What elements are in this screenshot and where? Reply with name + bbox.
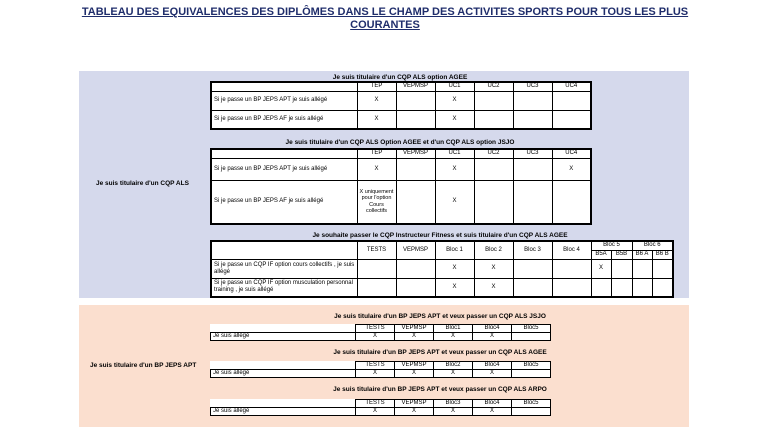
row-label: Si je passe un BP JEPS APT je suis allégé [211, 158, 357, 180]
cell [611, 278, 632, 297]
cell [512, 370, 551, 378]
cell [512, 333, 551, 341]
cell [552, 278, 591, 297]
cell [552, 110, 591, 129]
cell [552, 180, 591, 224]
t6-header: TESTS [356, 400, 395, 408]
cell: X [434, 333, 473, 341]
t1-header: UC2 [474, 82, 513, 91]
table2 [210, 148, 592, 225]
cell: X [356, 408, 395, 416]
cell: X [435, 259, 474, 278]
cell: X [434, 370, 473, 378]
cell: X [473, 333, 512, 341]
cell [396, 278, 435, 297]
t2-header: TEP [357, 149, 396, 158]
cell [513, 278, 552, 297]
title-line-2: COURANTES [350, 19, 420, 31]
cell [632, 278, 652, 297]
cell [474, 91, 513, 110]
cell: X [552, 158, 591, 180]
cell: X [395, 370, 434, 378]
t3-subheader: B6 B [652, 250, 673, 259]
t4-header: Bloc4 [473, 325, 512, 333]
cell [474, 158, 513, 180]
cell: X [357, 158, 396, 180]
row-label: Si je passe un BP JEPS AF je suis allégé [211, 110, 357, 129]
table5-heading: Je suis titulaire d'un BP JEPS APT et veux passer un CQP ALS AGEE [333, 349, 547, 356]
table3 [210, 240, 674, 298]
cell: X [435, 91, 474, 110]
row-label: Si je passe un BP JEPS AF je suis allégé [211, 180, 357, 224]
cell: X [357, 110, 396, 129]
cell [652, 259, 673, 278]
t3-subheader: B5B [611, 250, 632, 259]
table4-heading: Je suis titulaire d'un BP JEPS APT et veux passer un CQP ALS JSJO [334, 313, 546, 320]
cell [396, 180, 435, 224]
table5 [210, 361, 551, 378]
table2-heading: Je suis titulaire d'un CQP ALS Option AGEE et d'un CQP ALS option JSJO [285, 139, 515, 146]
t3-header-bloc6: Bloc 6 [632, 241, 673, 250]
cell [357, 278, 396, 297]
t2-header: VEPMSP [396, 149, 435, 158]
cell [513, 158, 552, 180]
table4 [210, 324, 551, 341]
t3-subheader: B5A [591, 250, 611, 259]
cell: X [395, 408, 434, 416]
table6 [210, 399, 551, 416]
t1-header: UC1 [435, 82, 474, 91]
cell: X [435, 278, 474, 297]
table-row [211, 158, 591, 180]
section-cqp-als-label: Je suis titulaire d'un CQP ALS [96, 180, 189, 187]
t5-header: Bloc2 [434, 362, 473, 370]
cell [591, 278, 611, 297]
cell: X [591, 259, 611, 278]
row-label: Si je passe un CQP IF option cours collectifs , je suis allégé [211, 259, 357, 278]
cell [396, 91, 435, 110]
table6-heading: Je suis titulaire d'un BP JEPS APT et veux passer un CQP ALS ARPO [333, 386, 547, 393]
cell: X [395, 333, 434, 341]
t2-header: UC1 [435, 149, 474, 158]
t1-header: UC3 [513, 82, 552, 91]
t6-header: Bloc4 [473, 400, 512, 408]
cell [512, 408, 551, 416]
cell [396, 259, 435, 278]
cell [396, 158, 435, 180]
t5-header: VEPMSP [395, 362, 434, 370]
cell [513, 259, 552, 278]
t4-header: Bloc1 [434, 325, 473, 333]
t1-header: TEP [357, 82, 396, 91]
cell: X [474, 259, 513, 278]
t6-header: Bloc5 [512, 400, 551, 408]
cell [396, 110, 435, 129]
t3-header: TESTS [357, 241, 396, 259]
table3-heading: Je souhaite passer le CQP Instructeur Fitness et suis titulaire d'un CQP ALS AGEE [312, 232, 568, 239]
row-label: Je suis allégé [211, 333, 356, 341]
t3-header: Bloc 3 [513, 241, 552, 259]
t4-header: VEPMSP [395, 325, 434, 333]
row-label: Je suis allégé [211, 370, 356, 378]
cell [632, 259, 652, 278]
cell [552, 259, 591, 278]
table-row [211, 333, 551, 341]
cell: X uniquement pour l'option Cours collectifs [357, 180, 396, 224]
cell: X [434, 408, 473, 416]
cell [357, 259, 396, 278]
t1-header: UC4 [552, 82, 591, 91]
t1-header: VEPMSP [396, 82, 435, 91]
t5-header: Bloc4 [473, 362, 512, 370]
cell [513, 91, 552, 110]
cell [611, 259, 632, 278]
cell [513, 180, 552, 224]
t2-header: UC2 [474, 149, 513, 158]
t5-header: TESTS [356, 362, 395, 370]
table-row [211, 408, 551, 416]
t3-header: Bloc 1 [435, 241, 474, 259]
table1 [210, 81, 592, 130]
cell: X [435, 158, 474, 180]
cell [552, 91, 591, 110]
t4-header: TESTS [356, 325, 395, 333]
t6-header: VEPMSP [395, 400, 434, 408]
cell: X [435, 180, 474, 224]
table-row [211, 370, 551, 378]
section-bp-jeps-apt-label: Je suis titulaire d'un BP JEPS APT [90, 362, 197, 369]
table-row [211, 91, 591, 110]
title-line-1: TABLEAU DES EQUIVALENCES DES DIPLÔMES DANS LE CHAMP DES ACTIVITES SPORTS POUR TOUS LES PLUS [81, 6, 689, 18]
t3-header: VEPMSP [396, 241, 435, 259]
table-row [211, 259, 673, 278]
t3-header: Bloc 4 [552, 241, 591, 259]
t4-header: Bloc5 [512, 325, 551, 333]
t5-header: Bloc5 [512, 362, 551, 370]
table-row [211, 278, 673, 297]
cell: X [357, 91, 396, 110]
cell [474, 110, 513, 129]
cell: X [435, 110, 474, 129]
table-row [211, 110, 591, 129]
table1-heading: Je suis titulaire d'un CQP ALS option AGEE [332, 74, 468, 81]
cell: X [356, 333, 395, 341]
cell: X [473, 370, 512, 378]
cell [513, 110, 552, 129]
t2-header: UC4 [552, 149, 591, 158]
row-label: Si je passe un BP JEPS APT je suis allégé [211, 91, 357, 110]
t2-header: UC3 [513, 149, 552, 158]
cell: X [474, 278, 513, 297]
table-row [211, 180, 591, 224]
row-label: Si je passe un CQP IF option musculation personnal training , je suis allégé [211, 278, 357, 297]
t6-header: Bloc3 [434, 400, 473, 408]
cell: X [356, 370, 395, 378]
cell: X [473, 408, 512, 416]
t3-subheader: B6 A [632, 250, 652, 259]
cell [652, 278, 673, 297]
document-title [60, 6, 710, 32]
t3-header: Bloc 2 [474, 241, 513, 259]
cell [474, 180, 513, 224]
t3-header-bloc5: Bloc 5 [591, 241, 632, 250]
row-label: Je suis allégé [211, 408, 356, 416]
